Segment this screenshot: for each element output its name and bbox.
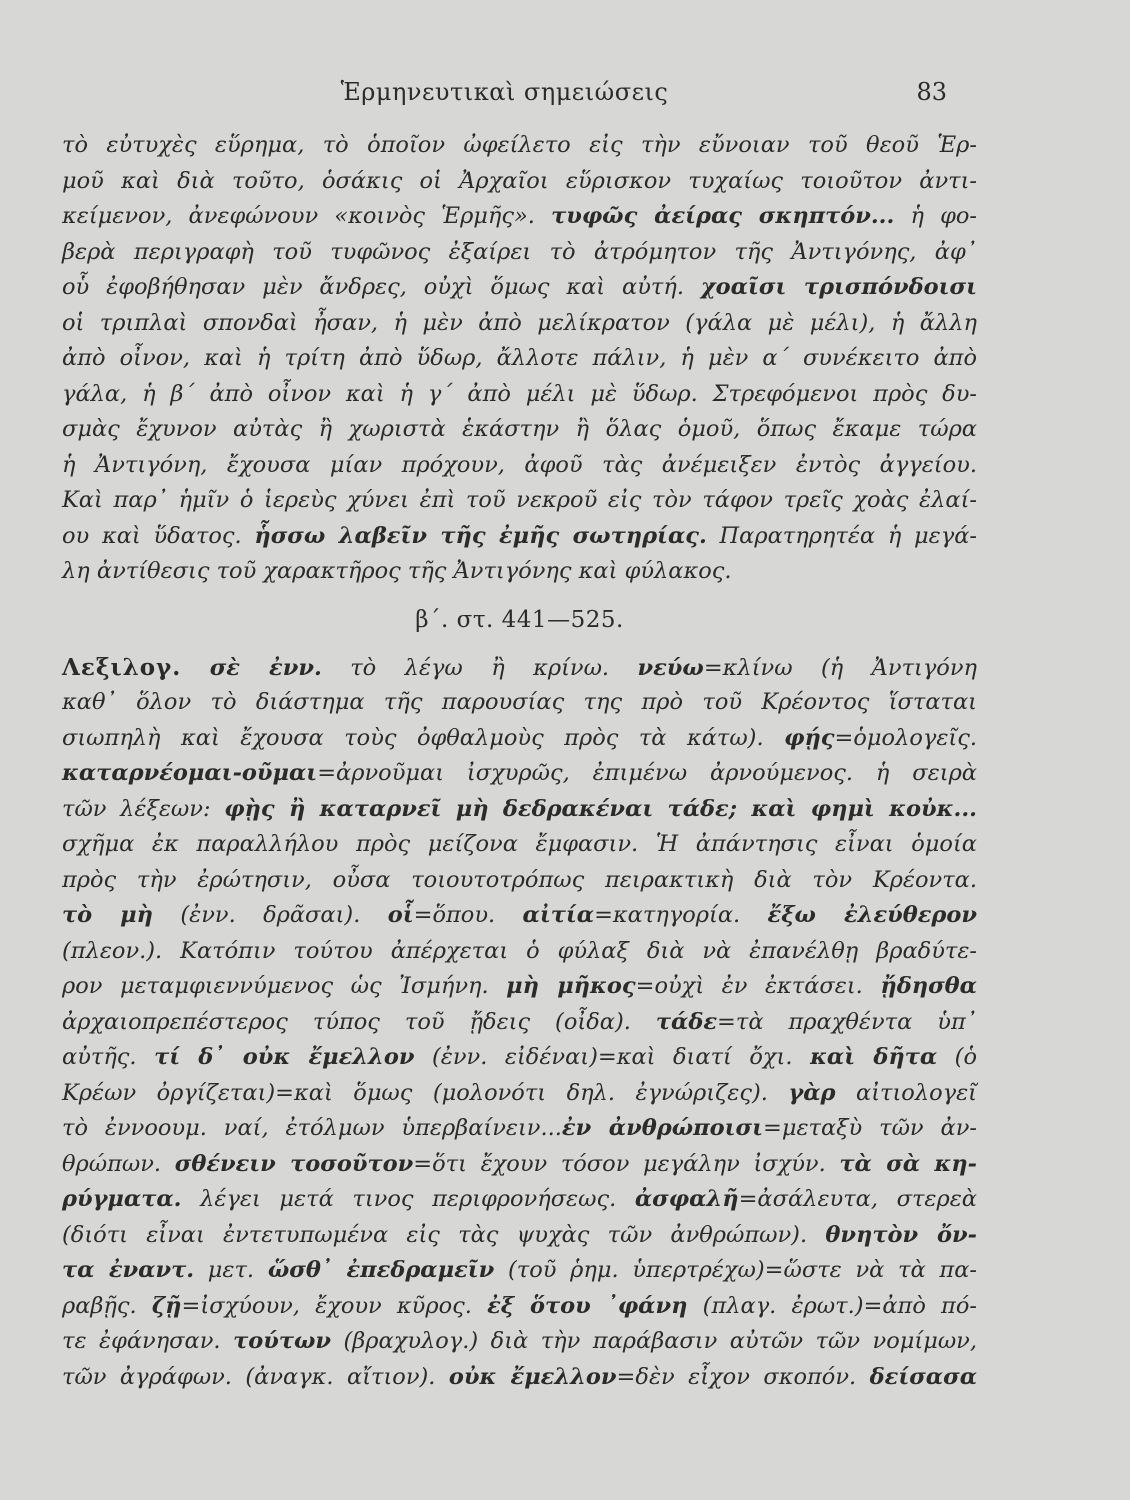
lemma: δείσασα [869,1363,978,1390]
lemma: καταρνέομαι-οῦμαι [62,760,318,786]
lemma: νεύω [637,654,704,681]
text-segment: οὗ ἐφοβήθησαν μὲν ἄνδρες, οὐχὶ ὅμως καὶ αὐτή. [62,274,701,300]
lemma: ὥσθ᾽ ἐπεδραμεῖν [267,1257,495,1283]
text-line [62,412,977,448]
text-segment: (πλεον.). Κατόπιν τούτου ἀπέρχεται ὁ φύλαξ διὰ νὰ ἐπανέλθῃ βραδύτε- [62,937,977,964]
lemma: γὰρ [788,1079,836,1106]
section-lead: Λεξιλογ. [62,653,182,681]
text-segment: ἀπὸ οἶνον, καὶ ἡ τρίτη ἀπὸ ὕδωρ, ἄλλοτε πάλιν, ἡ μὲν α΄ συνέκειτο ἀπὸ [62,345,977,371]
text-line [62,721,977,757]
text-line [62,934,977,970]
lemma: τὸ μὴ [62,902,154,928]
text-line [62,164,977,200]
text-line [62,685,977,721]
text-segment: (τοῦ ῥημ. ὑπερτρέχω)=ὥστε νὰ τὰ πα- [494,1257,977,1283]
lemma: ζῇ [151,1292,182,1319]
lemma: τα ἐναντ. [62,1257,195,1283]
lemma: ἔξω ἐλεύθερον [767,902,978,928]
lemma: ἀσφαλῆ [634,1186,739,1212]
text-segment: ἀρχαιοπρεπέστερος τύπος τοῦ ᾔδεις (οἶδα). [62,1008,656,1035]
text-line [62,1147,977,1183]
lemma: οἷ [387,902,414,928]
text-segment: κείμενον, ἀνεφώνουν «κοινὸς Ἑρμῆς». [62,203,552,229]
lemma: τί δ᾽ οὐκ ἔμελλον [154,1044,415,1070]
text-line [62,1005,977,1041]
section-heading: β΄. στ. 441—525. [415,606,624,633]
text-line [62,235,977,271]
text-segment: (ἐνν. δρᾶσαι). [153,902,388,928]
text-segment [181,655,209,681]
text-segment: ρον μεταμφιεννύμενος ὡς Ἰσμήνη. [62,973,507,999]
text-segment: αἰτιολογεῖ [835,1079,977,1106]
text-segment: θρώπων. [62,1150,175,1177]
text-segment: (ἐνν. εἰδέναι)=καὶ διατί ὄχι. [414,1044,811,1070]
lemma: τούτων [233,1328,331,1354]
lemma: φῄς [784,724,835,751]
text-segment: =ἀσάλευτα, στερεὰ [738,1186,977,1212]
text-line [62,792,977,828]
text-segment: τῶν ἀγράφων. (ἀναγκ. αἴτιον). [62,1363,449,1390]
text-segment: πρὸς τὴν ἐρώτησιν, οὖσα τοιουτοτρόπως πειρακτικὴ διὰ τὸν Κρέοντα. [62,866,977,893]
text-segment: Παρατηρητέα ἡ μεγά- [706,522,977,549]
text-line [62,554,977,590]
text-segment: =ὅπου. [413,902,523,928]
text-line [62,270,977,306]
text-line [62,1218,977,1254]
text-segment: μετ. [194,1257,268,1283]
text-segment: Κρέων ὀργίζεται)=καὶ ὅμως (μολονότι δηλ. ἐγνώριζες). [62,1079,789,1106]
text-line [62,519,977,555]
text-segment: =μεταξὺ τῶν ἀν- [762,1115,977,1141]
text-segment: =κλίνω (ἡ Ἀντιγόνη [703,654,977,681]
text-segment: αὐτῆς. [62,1044,155,1070]
text-segment: =ἀρνοῦμαι ἰσχυρῶς, ἐπιμένω ἀρνούμενος. ἡ σειρὰ [317,760,977,786]
lemma: ἐξ ὅτου ᾽φάνη [487,1292,688,1319]
lemma: χοαῖσι τρισπόνδοισι [700,274,977,300]
text-segment: ἡ Ἀντιγόνη, ἔχουσα μίαν πρόχουν, ἀφοῦ τὰς ἀνέμειξεν ἐντὸς ἀγγείου. [62,451,977,478]
text-line [62,1182,977,1218]
text-segment: (πλαγ. ἐρωτ.)=ἀπὸ πό- [687,1292,977,1319]
text-segment: τῶν λέξεων: [62,795,225,822]
text-segment: =ἰσχύουν, ἔχουν κῦρος. [181,1292,488,1319]
text-line [62,969,977,1005]
text-line [62,377,977,413]
text-segment: τε ἐφάνησαν. [62,1328,234,1354]
text-segment: γάλα, ἡ β΄ ἀπὸ οἶνον καὶ ἡ γ΄ ἀπὸ μέλι μὲ ὕδωρ. Στρεφόμενοι πρὸς δυ- [62,380,977,407]
text-segment: =κατηγορία. [594,902,768,928]
lemma: ᾔδησθα [880,973,977,999]
text-segment: (ὁ [937,1044,978,1070]
text-line [62,1040,977,1076]
text-segment: =τὰ πραχθέντα ὑπ᾽ [717,1008,977,1035]
lemma: οὐκ ἔμελλον [448,1363,617,1390]
text-segment: τὸ λέγω ἢ κρίνω. [321,654,638,681]
lemma: ρύγματα. [62,1186,182,1212]
text-line [62,128,977,164]
text-line [62,756,977,792]
text-segment: ἡ φο- [894,203,977,229]
lemma: θνητὸν ὄν- [825,1221,978,1248]
text-line [62,306,977,342]
lemma: καὶ δῆτα [810,1044,938,1070]
text-line [62,898,977,934]
text-line [62,1360,977,1396]
text-segment: (βραχυλογ.) διὰ τὴν παράβασιν αὐτῶν τῶν νομίμων, [331,1328,978,1354]
text-line [62,1253,977,1289]
text-line [62,1111,977,1147]
text-segment: λη ἀντίθεσις τοῦ χαρακτῆρος τῆς Ἀντιγόνης καὶ φύλακος. [62,558,732,584]
lemma: μὴ μῆκος [506,973,636,999]
text-segment: σιωπηλὴ καὶ ἔχουσα τοὺς ὀφθαλμοὺς πρὸς τὰ κάτω). [62,724,785,751]
text-segment: ου καὶ ὕδατος. [62,522,255,549]
text-line [62,199,977,235]
text-segment: Καὶ παρ᾽ ἡμῖν ὁ ἱερεὺς χύνει ἐπὶ τοῦ νεκροῦ εἰς τὸν τάφον τρεῖς χοὰς ἐλαί- [62,487,977,513]
text-line [62,1324,977,1360]
text-segment: μοῦ καὶ διὰ τοῦτο, ὁσάκις οἱ Ἀρχαῖοι εὕρισκον τυχαίως τοιοῦτον ἀντι- [62,167,977,194]
text-segment: σμὰς ἔχυνον αὐτὰς ἢ χωριστὰ ἑκάστην ἢ ὅλας ὁμοῦ, ὅπως ἔκαμε τώρα [62,416,977,442]
text-segment: =ὁμολογεῖς. [834,724,977,751]
text-line [62,863,977,899]
text-segment: βερὰ περιγραφὴ τοῦ τυφῶνος ἐξαίρει τὸ ἀτρόμητον τῆς Ἀντιγόνης, ἀφ᾽ [62,238,977,265]
lemma: ἧσσω λαβεῖν τῆς ἐμῆς σωτηρίας. [254,522,707,549]
text-segment: =δὲν εἶχον σκοπόν. [616,1363,870,1390]
text-line [62,1076,977,1112]
page-header [62,78,947,114]
commentary-text [62,128,977,1395]
text-line [62,448,977,484]
running-head: Ἑρμηνευτικαὶ σημειώσεις [340,78,669,106]
text-segment: (διότι εἶναι ἐντετυπωμένα εἰς τὰς ψυχὰς τῶν ἀνθρώπων). [62,1221,826,1248]
text-line [62,827,977,863]
lemma: σθένειν τοσοῦτον [174,1150,414,1177]
lemma: τάδε [655,1008,718,1035]
text-segment: τὸ εὐτυχὲς εὕρημα, τὸ ὁποῖον ὠφείλετο εἰς τὴν εὔνοιαν τοῦ θεοῦ Ἑρ- [62,132,977,158]
text-line [62,483,977,519]
lemma: τυφῶς ἀείρας σκηπτόν... [551,203,895,229]
text-segment: λέγει μετά τινος περιφρονήσεως. [181,1186,635,1212]
text-segment: ραβῇς. [62,1292,152,1319]
page-number: 83 [916,78,947,106]
text-segment: =ὅτι ἔχουν τόσον μεγάλην ἰσχύν. [413,1150,840,1177]
lemma: αἰτία [522,902,595,928]
text-segment: σχῆμα ἐκ παραλλήλου πρὸς μείζονα ἔμφασιν. Ἡ ἀπάντησις εἶναι ὁμοία [62,831,977,857]
lemma: φῂς ἢ καταρνεῖ μὴ δεδρακέναι τάδε; καὶ φημὶ κοὐκ... [224,795,977,822]
text-line [62,341,977,377]
text-segment: καθ᾽ ὅλον τὸ διάστημα τῆς παρουσίας της πρὸ τοῦ Κρέοντος ἵσταται [62,689,977,715]
text-segment: οἱ τριπλαὶ σπονδαὶ ἦσαν, ἡ μὲν ἀπὸ μελίκρατον (γάλα μὲ μέλι), ἡ ἄλλη [62,309,977,336]
text-segment: τὸ ἐννοουμ. ναί, ἐτόλμων ὑπερβαίνειν... [62,1115,562,1141]
text-line [62,1289,977,1325]
lemma: ἐν ἀνθρώποισι [561,1115,763,1141]
lemma: σὲ ἐνν. [209,654,322,681]
lemma: τὰ σὰ κη- [839,1150,977,1177]
text-line [62,650,977,686]
text-segment: =οὐχὶ ἐν ἐκτάσει. [635,973,881,999]
